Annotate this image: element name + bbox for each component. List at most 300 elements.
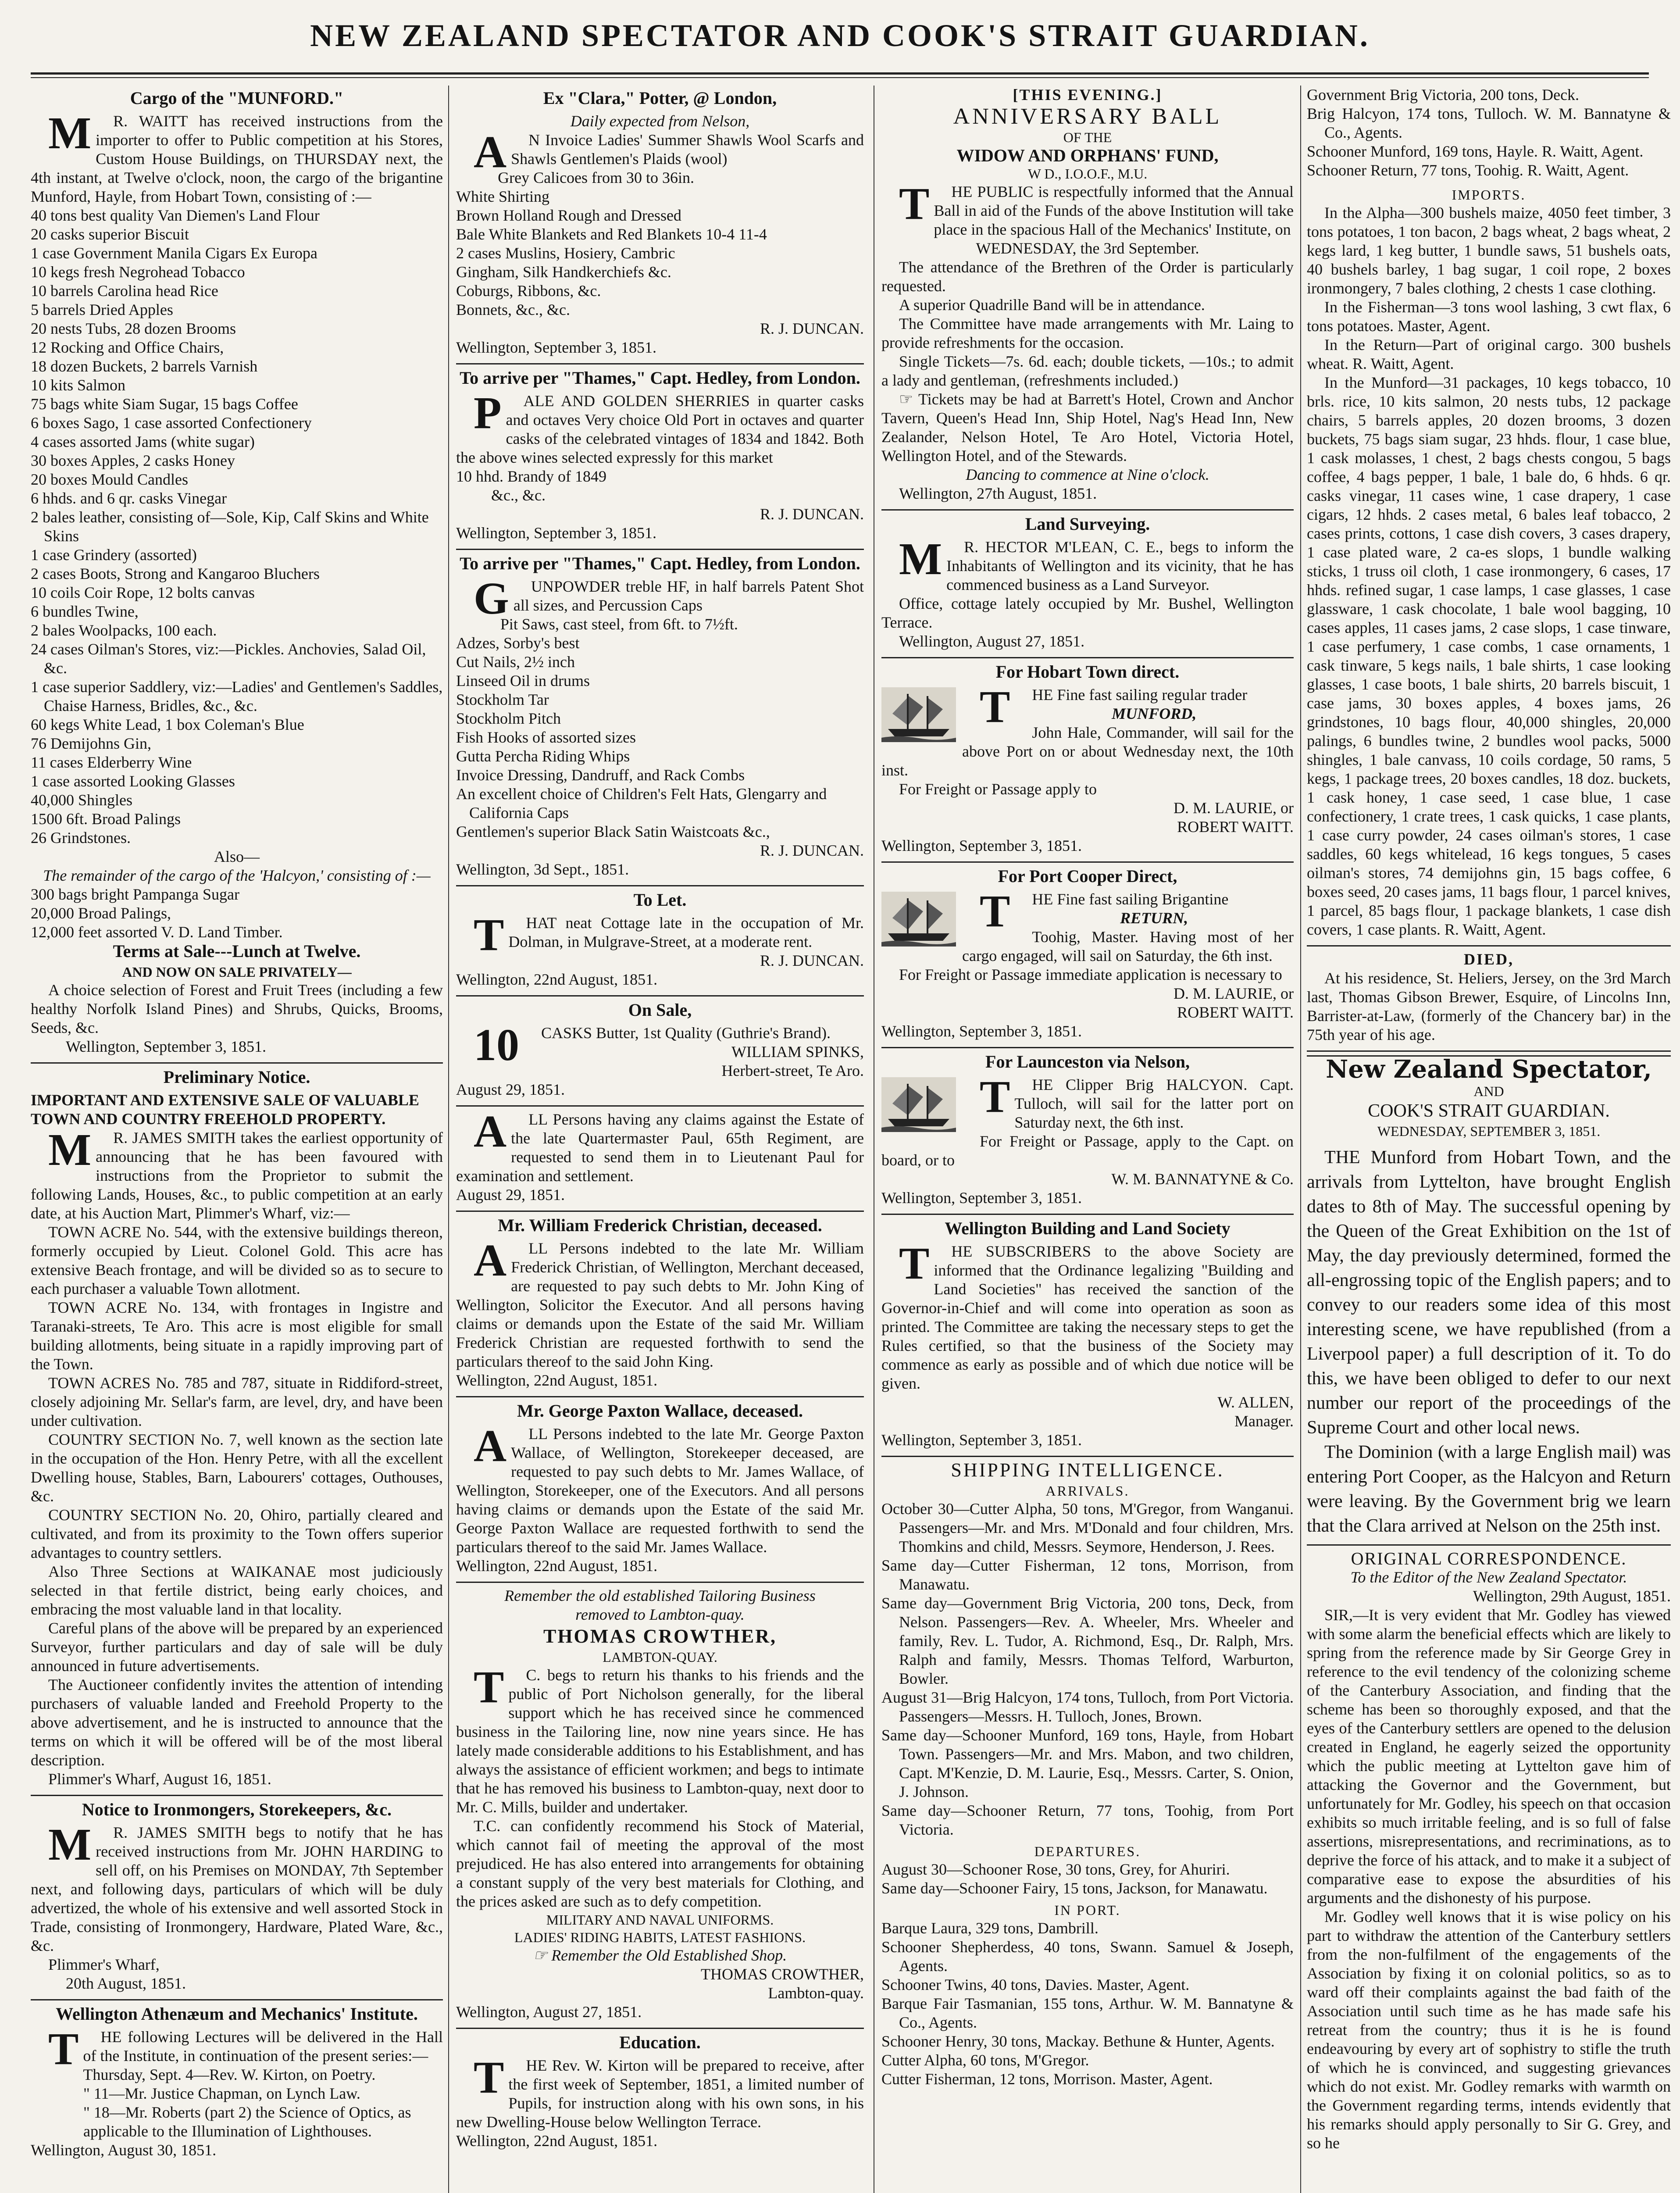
ironmongers-notice-ad xyxy=(31,1800,443,1993)
ad-heading: For Port Cooper Direct, xyxy=(998,866,1177,886)
ad-body: G UNPOWDER treble HF, in half barrels Patent Shot all sizes, and Percussion Caps xyxy=(456,577,864,615)
ad-heading: To Let. xyxy=(633,890,687,910)
sailing-ship-icon xyxy=(881,892,956,946)
list-item: 12,000 feet assorted V. D. Land Timber. xyxy=(31,923,283,941)
ad-body: T HE Clipper Brig HALCYON. Capt. Tulloch, will sail for the latter port on Saturday next, the 6th inst. xyxy=(881,1075,1294,1132)
ad-body: P ALE AND GOLDEN SHERRIES in quarter casks and octaves Very choice Old Port in octaves and quarter casks of the celebrated vintages of 1834 and 1842. Both the above wines selected expressly for this market xyxy=(456,388,864,466)
list-item: 6 hhds. and 6 qr. casks Vinegar xyxy=(31,489,227,507)
divider xyxy=(1307,1544,1671,1546)
divider xyxy=(31,1795,443,1796)
cargo-list xyxy=(31,885,443,942)
list-item: 24 cases Oilman's Stores, viz:—Pickles. Anchovies, Salad Oil, &c. xyxy=(31,640,426,677)
list-item: Adzes, Sorby's best xyxy=(456,634,580,652)
list-item: Invoice Dressing, Dandruff, and Rack Combs xyxy=(456,766,745,784)
ad-line: OF THE xyxy=(1063,129,1112,145)
list-item: 1 case superior Saddlery, viz:—Ladies' and Gentlemen's Saddles, Chaise Harness, Bridles, &c., &c. xyxy=(31,678,443,714)
ad-paragraph: John Hale, Commander, will sail for the above Port on or about Wednesday next, the 10th inst. xyxy=(881,724,1294,779)
ad-paragraph: Toohig, Master. Having most of her cargo engaged, will sail on Saturday, the 6th inst. xyxy=(962,928,1294,964)
ad-date: Wellington, September 3, 1851. xyxy=(456,339,657,356)
also-label: Also— xyxy=(214,848,260,865)
ad-signature: Plimmer's Wharf, xyxy=(48,1956,160,1973)
list-item: Pit Saws, cast steel, from 6ft. to 7½ft. xyxy=(500,615,738,633)
ad-paragraph: Careful plans of the above will be prepared by an experienced Surveyor, further particulars and day of sale will be duly announced in future advertisements. xyxy=(31,1619,443,1675)
list-item: Brig Halcyon, 174 tons, Tulloch. W. M. Bannatyne & Co., Agents. xyxy=(1307,105,1671,141)
column-2 xyxy=(456,86,864,2193)
list-item: Linseed Oil in drums xyxy=(456,672,590,689)
list-item: Stockholm Pitch xyxy=(456,710,561,727)
ad-heading: Ex "Clara," Potter, @ London, xyxy=(543,88,777,108)
list-item: 10 coils Coir Rope, 12 bolts canvas xyxy=(31,584,255,601)
ad-paragraph: COUNTRY SECTION No. 7, well known as the section late in the occupation of the Hon. Henry Petre, with all the excellent Dwelling house, Stables, Barn, Labourers' cottages, Outhouses, &c. xyxy=(31,1431,443,1505)
ad-body: T HE Rev. W. Kirton will be prepared to receive, after the first week of September, 1851, a limited number of Pupils, for instruction along with his own sons, in his new Dwelling-House below Wellington Terrace. xyxy=(456,2052,864,2131)
ad-body: M R. HECTOR M'LEAN, C. E., begs to inform the Inhabitants of Wellington and its vicinity, that he has commenced business as a Land Surveyor. xyxy=(881,538,1294,594)
drop-cap: A xyxy=(474,127,507,177)
drop-cap: T xyxy=(899,179,930,229)
ad-subheading: IMPORTANT AND EXTENSIVE SALE OF VALUABLE TOWN AND COUNTRY FREEHOLD PROPERTY. xyxy=(31,1091,419,1128)
editorial-date: WEDNESDAY, SEPTEMBER 3, 1851. xyxy=(1377,1123,1601,1139)
in-port-list xyxy=(881,1919,1294,2089)
list-item: 1 case Government Manila Cigars Ex Europa xyxy=(31,244,317,262)
editorial-title: New Zealand Spectator, xyxy=(1326,1055,1652,1084)
ad-signature: R. J. DUNCAN. xyxy=(760,842,864,859)
preliminary-notice-ad xyxy=(31,1067,443,1789)
lecture-item: " 11—Mr. Justice Chapman, on Lynch Law. xyxy=(83,2085,360,2102)
ad-signature: R. J. DUNCAN. xyxy=(760,952,864,969)
divider xyxy=(881,1456,1294,1457)
section-heading: ORIGINAL CORRESPONDENCE. xyxy=(1351,1549,1627,1568)
ad-date: Wellington, September 3, 1851. xyxy=(881,837,1082,854)
subsection-heading: ARRIVALS. xyxy=(1045,1483,1130,1499)
list-item: Same day—Cutter Fisherman, 12 tons, Morrison, from Manawatu. xyxy=(881,1557,1294,1593)
list-item: 18 dozen Buckets, 2 barrels Varnish xyxy=(31,357,258,375)
divider xyxy=(881,1047,1294,1048)
ad-date: Wellington, 22nd August, 1851. xyxy=(456,2132,658,2150)
anniversary-ball-ad xyxy=(881,86,1294,503)
ad-heading: Wellington Building and Land Society xyxy=(945,1218,1231,1238)
column-3 xyxy=(881,86,1294,2193)
ad-heading: To arrive per "Thames," Capt. Hedley, from London. xyxy=(460,368,860,388)
list-item: White Shirting xyxy=(456,188,549,205)
imports-section xyxy=(1307,186,1671,939)
ad-body: T HE SUBSCRIBERS to the above Society are informed that the Ordinance legalizing "Building and Land Societies" has received the sanction of the Governor-in-Chief and will come into operation as soon as printed. The Committee are taking the necessary steps to get the Rules certified, so that the business of the Society may commence as early as possible and of which due notice will be given. xyxy=(881,1238,1294,1392)
lecture-item: Thursday, Sept. 4—Rev. W. Kirton, on Poetry. xyxy=(83,2066,376,2083)
masthead-rule xyxy=(31,72,1649,75)
editorial-paragraph: The Dominion (with a large English mail) was entering Port Cooper, as the Halcyon and Return were leaving. By the Government brig we learn that the Clara arrived at Nelson on the 25th inst. xyxy=(1307,1442,1671,1536)
divider xyxy=(1307,1050,1671,1052)
ad-paragraph: For Freight or Passage immediate application is necessary to xyxy=(899,966,1282,983)
clara-ad xyxy=(456,88,864,357)
ad-signature: Lambton-quay. xyxy=(768,1984,864,2002)
education-ad xyxy=(456,2032,864,2150)
ad-signature: Manager. xyxy=(1234,1412,1294,1430)
ad-paragraph: TOWN ACRES No. 785 and 787, situate in Riddiford-street, closely adjoining Mr. Sellar's farm, are level, dry, and have been under cultivation. xyxy=(31,1374,443,1429)
section-heading: SHIPPING INTELLIGENCE. xyxy=(951,1459,1224,1481)
sailing-ship-icon xyxy=(881,687,956,742)
divider xyxy=(881,1214,1294,1215)
wallace-estate-ad xyxy=(456,1401,864,1575)
drop-cap: 10 xyxy=(474,1020,519,1070)
ad-paragraph: T.C. can confidently recommend his Stock of Material, which cannot fail of meeting the approval of the most prejudiced. He has also entered into arrangements for obtaining a constant supply of the very best materials for Clothing, and the prices asked are such as to defy competition. xyxy=(456,1817,864,1910)
list-item: August 30—Schooner Rose, 30 tons, Grey, for Ahuriri. xyxy=(881,1861,1230,1878)
list-item: 2 cases Boots, Strong and Kangaroo Bluchers xyxy=(31,565,320,582)
ad-heading: ANNIVERSARY BALL xyxy=(953,104,1222,129)
ad-heading: Wellington Athenæum and Mechanics' Institute. xyxy=(56,2004,418,2024)
list-item: 1 case Grindery (assorted) xyxy=(31,546,197,564)
masthead-title: NEW ZEALAND SPECTATOR AND COOK'S STRAIT GUARDIAN. xyxy=(310,18,1370,53)
subsection-heading: DEPARTURES. xyxy=(1034,1843,1141,1859)
ad-paragraph: The Auctioneer confidently invites the attention of intending purchasers of valuable landed and Freehold Property to the above advertisement, and he is instructed to announce that the terms on which it will be offered will be of the most liberal description. xyxy=(31,1676,443,1769)
ad-paragraph: The attendance of the Brethren of the Order is particularly requested. xyxy=(881,258,1294,295)
ad-signature: ROBERT WAITT. xyxy=(1177,818,1294,836)
ad-date: Wellington, 22nd August, 1851. xyxy=(456,1372,658,1389)
ad-subheading: LAMBTON-QUAY. xyxy=(603,1649,717,1665)
list-item: Stockholm Tar xyxy=(456,691,549,708)
list-item: 30 boxes Apples, 2 casks Honey xyxy=(31,452,235,469)
goods-list xyxy=(456,615,864,841)
goods-list xyxy=(456,168,864,319)
divider xyxy=(456,1582,864,1583)
list-item: 5 barrels Dried Apples xyxy=(31,301,173,318)
drop-cap: T xyxy=(474,1662,504,1712)
ad-paragraph: The Committee have made arrangements with Mr. Laing to provide refreshments for the occasion. xyxy=(881,315,1294,351)
letter-date: Wellington, 29th August, 1851. xyxy=(1473,1587,1671,1605)
drop-cap: A xyxy=(474,1235,507,1286)
launceston-sailing-ad xyxy=(881,1052,1294,1207)
list-item: Government Brig Victoria, 200 tons, Deck. xyxy=(1307,86,1580,104)
ad-signature: W. ALLEN, xyxy=(1217,1393,1294,1411)
ad-signature: Herbert-street, Te Aro. xyxy=(721,1062,864,1079)
ad-date: Wellington, September 3, 1851. xyxy=(66,1038,267,1055)
ad-date: Wellington, September 3, 1851. xyxy=(881,1189,1082,1207)
drop-cap: T xyxy=(48,2024,79,2074)
ad-date: Wellington, 3d Sept., 1851. xyxy=(456,861,629,878)
butter-sale-ad xyxy=(456,1000,864,1099)
munford-cargo-ad xyxy=(31,88,443,1056)
column-1 xyxy=(31,86,443,2193)
list-item: An excellent choice of Children's Felt Hats, Glengarry and California Caps xyxy=(456,785,827,821)
subsection-heading: IN PORT. xyxy=(1054,1902,1121,1918)
divider xyxy=(456,885,864,886)
ad-line: &c., &c. xyxy=(491,486,546,504)
ad-subheading: Daily expected from Nelson, xyxy=(570,112,750,130)
ad-line: LADIES' RIDING HABITS, LATEST FASHIONS. xyxy=(514,1929,806,1945)
list-item: 6 boxes Sago, 1 case assorted Confectionery xyxy=(31,414,312,432)
ad-tagline: removed to Lambton-quay. xyxy=(575,1606,745,1623)
divider xyxy=(456,549,864,550)
drop-cap: P xyxy=(474,388,502,438)
divider xyxy=(456,1211,864,1212)
ad-body: A LL Persons indebted to the late Mr. George Paxton Wallace, of Wellington, Storekeeper deceased, are requested to pay such debts to Mr. James Wallace, of Wellington, Storekeeper, one of the Executors. And all persons having claims or demands upon the Estate of the said Mr. George Paxton Wallace are requested forthwith to send the particulars thereof to the said Mr. James Wallace. xyxy=(456,1421,864,1556)
ad-heading: Preliminary Notice. xyxy=(163,1067,310,1087)
list-item: Cut Nails, 2½ inch xyxy=(456,653,575,671)
pointing-hand-icon: ☞ xyxy=(899,390,919,408)
divider xyxy=(456,363,864,364)
ad-signature: R. J. DUNCAN. xyxy=(760,505,864,523)
editorial-and: AND xyxy=(1473,1083,1504,1099)
ad-date: August 29, 1851. xyxy=(456,1186,565,1204)
list-item: 2 cases Muslins, Hosiery, Cambric xyxy=(456,244,675,262)
ad-body: T HAT neat Cottage late in the occupation of Mr. Dolman, in Mulgrave-Street, at a moderate rent. xyxy=(456,914,864,951)
drop-cap: T xyxy=(980,682,1010,732)
pointing-hand-icon: ☞ xyxy=(533,1947,552,1964)
ad-paragraph: COUNTRY SECTION No. 20, Ohiro, partially cleared and cultivated, and from its proximity to the Town offers superior advantages to country settlers. xyxy=(31,1506,443,1561)
hobart-sailing-ad xyxy=(881,662,1294,855)
drop-cap: G xyxy=(474,573,509,624)
list-item: 10 kegs fresh Negrohead Tobacco xyxy=(31,263,245,281)
ad-heading: Education. xyxy=(619,2032,701,2052)
gunpowder-ad xyxy=(456,554,864,879)
list-item: October 30—Cutter Alpha, 50 tons, M'Gregor, from Wanganui. Passengers—Mr. and Mrs. M'Donald and four children, Mrs. Thomkins and child, Messrs. Seymore, Henderson, J. Rees. xyxy=(881,1500,1294,1555)
divider xyxy=(1307,945,1671,946)
drop-cap: T xyxy=(474,2052,504,2103)
ad-paragraph: TOWN ACRE No. 544, with the extensive buildings thereon, formerly occupied by Lieut. Colonel Gold. This acre has extensive Beach frontage, and will be divided so as to secure to each purchaser a valuable Town allotment. xyxy=(31,1223,443,1297)
list-item: Schooner Shepherdess, 40 tons, Swann. Samuel & Joseph, Agents. xyxy=(881,1938,1294,1975)
list-item: 1 case assorted Looking Glasses xyxy=(31,772,235,790)
list-item: Cutter Fisherman, 12 tons, Morrison. Master, Agent. xyxy=(881,2070,1213,2088)
list-item: Brown Holland Rough and Dressed xyxy=(456,207,681,224)
list-item: Same day—Schooner Return, 77 tons, Toohig, from Port Victoria. xyxy=(881,1802,1294,1838)
drop-cap: T xyxy=(899,1238,930,1289)
list-item: 75 bags white Siam Sugar, 15 bags Coffee xyxy=(31,395,298,413)
ad-body: M R. JAMES SMITH takes the earliest opportunity of announcing that he has been favoured with instructions from the Proprietor to submit the following Lands, Houses, &c., to public competition at an early date, at his Auction Mart, Plimmer's Wharf, viz:— xyxy=(31,1125,443,1222)
ad-heading: Mr. William Frederick Christian, deceased. xyxy=(498,1215,822,1235)
ad-heading: On Sale, xyxy=(628,1000,692,1020)
list-item: 11 cases Elderberry Wine xyxy=(31,754,192,771)
shipping-intelligence xyxy=(881,1461,1294,2089)
cargo-list xyxy=(31,206,443,847)
ad-date: Plimmer's Wharf, August 16, 1851. xyxy=(48,1770,271,1788)
crowther-tailor-ad xyxy=(456,1586,864,2022)
list-item: In the Return—Part of original cargo. 300 bushels wheat. R. Waitt, Agent. xyxy=(1307,336,1671,372)
ad-paragraph: TOWN ACRE No. 134, with frontages in Ingistre and Taranaki-streets, Te Aro. This acre is most eligible for small building allotments, being situate in a rapidly improving part of the Town. xyxy=(31,1299,443,1373)
ad-date: Wellington, August 30, 1851. xyxy=(31,2141,217,2159)
list-item: 2 bales Woolpacks, 100 each. xyxy=(31,621,217,639)
divider xyxy=(456,2028,864,2029)
to-let-ad xyxy=(456,890,864,989)
land-surveying-ad xyxy=(881,514,1294,651)
ad-signature: WILLIAM SPINKS, xyxy=(731,1043,864,1061)
divider xyxy=(456,1396,864,1397)
list-item: Gingham, Silk Handkerchiefs &c. xyxy=(456,263,671,281)
list-item: 10 kits Salmon xyxy=(31,376,126,394)
sherries-ad xyxy=(456,368,864,543)
ad-signature: ROBERT WAITT. xyxy=(1177,1004,1294,1021)
list-item: Fish Hooks of assorted sizes xyxy=(456,729,636,746)
divider xyxy=(881,657,1294,658)
divider xyxy=(31,1062,443,1064)
list-item: In the Alpha—300 bushels maize, 4050 feet timber, 3 tons potatoes, 1 ton bacon, 2 bags wheat, 2 bags wheat, 2 kegs lard, 1 keg butter, 1 bundle saws, 51 bushels oats, 40 bushels barley, 1 bag sugar, 1 coil rope, 2 boxes ironmongery, 7 bales clothing, 2 chests 1 case clothing. xyxy=(1307,204,1671,297)
editorial-section xyxy=(1307,1055,1671,1538)
list-item: Same day—Government Brig Victoria, 200 tons, Deck, from Nelson. Passengers—Rev. A. Wheeler, Mrs. Wheeler and family, Rev. L. Tudor, A. Richmond, Esq., Dr. Ralph, Mrs. Ralph and family, Messrs. Thomas Telford, Warburton, Bowler. xyxy=(881,1594,1294,1687)
ad-line: MILITARY AND NAVAL UNIFORMS. xyxy=(546,1912,774,1928)
list-item: Gentlemen's superior Black Satin Waistcoats &c., xyxy=(456,823,770,840)
editorial-subtitle: COOK'S STRAIT GUARDIAN. xyxy=(1368,1101,1610,1121)
list-item: 1500 6ft. Broad Palings xyxy=(31,810,181,828)
ad-body: T HE Fine fast sailing regular trader xyxy=(881,686,1294,704)
ad-heading: Land Surveying. xyxy=(1025,514,1150,534)
notice-body: At his residence, St. Heliers, Jersey, on the 3rd March last, Thomas Gibson Brewer, Esquire, of Lincolns Inn, Barrister-at-Law, (formerly of the Chancery bar) in the 75th year of his age. xyxy=(1307,969,1671,1043)
list-item: 10 barrels Carolina head Rice xyxy=(31,282,218,300)
ad-date: Wellington, 22nd August, 1851. xyxy=(456,971,658,988)
in-port-continued xyxy=(1307,86,1671,180)
drop-cap: T xyxy=(980,1071,1010,1122)
port-cooper-sailing-ad xyxy=(881,866,1294,1041)
christian-estate-ad xyxy=(456,1215,864,1390)
column-divider xyxy=(448,86,449,2193)
column-divider xyxy=(1300,86,1301,2193)
departures-list xyxy=(881,1860,1294,1898)
list-item: 20 nests Tubs, 28 dozen Brooms xyxy=(31,320,236,337)
ad-heading: For Hobart Town direct. xyxy=(995,662,1180,682)
list-item: Same day—Schooner Munford, 169 tons, Hayle, from Hobart Town. Passengers—Mr. and Mrs. Mabon, and two children, Capt. M'Kenzie, D. M. Laurie, Esq., Messrs. Carter, S. Onion, J. Johnson. xyxy=(881,1726,1294,1800)
list-item: 4 cases assorted Jams (white sugar) xyxy=(31,433,255,450)
drop-cap: M xyxy=(48,1819,92,1870)
death-notice xyxy=(1307,950,1671,1044)
ad-date: August 29, 1851. xyxy=(456,1081,565,1098)
drop-cap: M xyxy=(48,1125,92,1175)
ad-paragraph: Single Tickets—7s. 6d. each; double tickets, —10s.; to admit a lady and gentleman, (refreshments included.) xyxy=(881,353,1294,389)
ad-heading: Notice to Ironmongers, Storekeepers, &c. xyxy=(82,1800,392,1819)
drop-cap: M xyxy=(899,534,942,584)
divider xyxy=(881,861,1294,863)
terms-line: Terms at Sale---Lunch at Twelve. xyxy=(113,941,361,961)
letter-paragraph: Mr. Godley well knows that it is wise policy on his part to withdraw the attention of the Canterbury settlers from the non-fulfilment of the engagements of the Association by fixing it on colonial politics, so as to ward off their complaints against the bad faith of the Association until such time as he has made safe his retreat from the country; thus it is he is found endeavouring by every art of sophistry to stifle the truth of which he is convinced, and suggesting grievances which do not exist. Mr. Godley remarks with warmth on the Government regarding terms, intends evidently that his remarks should apply personally to Sir G. Grey, and so he xyxy=(1307,1908,1671,2152)
list-item: 60 kegs White Lead, 1 box Coleman's Blue xyxy=(31,716,304,733)
list-item: Schooner Munford, 169 tons, Hayle. R. Waitt, Agent. xyxy=(1307,143,1644,160)
ad-line: 10 hhd. Brandy of 1849 xyxy=(456,468,606,485)
list-item: 26 Grindstones. xyxy=(31,829,131,846)
ship-name: RETURN, xyxy=(1120,909,1188,927)
ad-signature: D. M. LAURIE, or xyxy=(1174,985,1294,1002)
ad-paragraph: A superior Quadrille Band will be in attendance. xyxy=(899,296,1205,314)
list-item: Same day—Schooner Fairy, 15 tons, Jackson, for Manawatu. xyxy=(881,1879,1268,1897)
ad-heading: For Launceston via Nelson, xyxy=(985,1052,1190,1071)
list-item: 76 Demijohns Gin, xyxy=(31,735,151,752)
divider xyxy=(881,509,1294,511)
list-item: 2 bales leather, consisting of—Sole, Kip, Calf Skins and White Skins xyxy=(31,508,429,545)
ad-line: WEDNESDAY, the 3rd September. xyxy=(976,239,1199,257)
ad-heading: To arrive per "Thames," Capt. Hedley, from London. xyxy=(460,554,860,573)
halcyon-heading: The remainder of the cargo of the 'Halcyon,' consisting of :— xyxy=(43,867,431,884)
column-4 xyxy=(1307,86,1671,2193)
list-item: Schooner Henry, 30 tons, Mackay. Bethune & Hunter, Agents. xyxy=(881,2032,1275,2050)
arrivals-list xyxy=(881,1500,1294,1839)
drop-cap: M xyxy=(48,108,92,158)
ad-heading: Mr. George Paxton Wallace, deceased. xyxy=(517,1401,803,1421)
ad-date: Wellington, 27th August, 1851. xyxy=(899,485,1097,502)
ad-line: ☞ Remember the Old Established Shop. xyxy=(533,1947,787,1964)
list-item: Barque Fair Tasmanian, 155 tons, Arthur. W. M. Bannatyne & Co., Agents. xyxy=(881,1995,1294,2031)
ad-paragraph: ☞ Tickets may be had at Barrett's Hotel, Crown and Anchor Tavern, Queen's Head Inn, Ship Hotel, Nag's Head Inn, New Zealander, Nelson Hotel, Te Aro Hotel, Victoria Hotel, Wellington Hotel, and of the Stewards. xyxy=(881,390,1294,464)
list-item: Coburgs, Ribbons, &c. xyxy=(456,282,601,300)
ad-body: A LL Persons having any claims against the Estate of the late Quartermaster Paul, 65th Regiment, are requested to send them in to Lieutenant Paul for examination and settlement. xyxy=(456,1106,864,1185)
building-society-ad xyxy=(881,1218,1294,1450)
ad-paragraph: For Freight or Passage, apply to the Capt. on board, or to xyxy=(881,1132,1294,1169)
editorial-paragraph: THE Munford from Hobart Town, and the arrivals from Lyttelton, have brought English dates to 8th of May. The successful opening by the Queen of the Great Exhibition on the 1st of May, the day previously determined, formed the all-engrossing topic of the English papers; and to convey to our readers some idea of this most interesting scene, we have republished (from a Liverpool paper) a full description of it. To do this, we have been obliged to defer to our next number our report of the proceedings of the Supreme Court and other local news. xyxy=(1307,1147,1671,1438)
list-item: 300 bags bright Pampanga Sugar xyxy=(31,886,239,903)
list-item: Cutter Alpha, 60 tons, M'Gregor. xyxy=(881,2051,1089,2069)
ad-tagline: Remember the old established Tailoring Business xyxy=(504,1587,816,1604)
ad-subheading: WIDOW AND ORPHANS' FUND, xyxy=(956,146,1219,165)
list-item: Bonnets, &c., &c. xyxy=(456,301,570,318)
athenaeum-ad xyxy=(31,2004,443,2160)
lecture-item: " 18—Mr. Roberts (part 2) the Science of Optics, as applicable to the Illumination of Lighthouses. xyxy=(83,2104,411,2140)
ad-body: T HE PUBLIC is respectfully informed that the Annual Ball in aid of the Funds of the above Institution will take place in the spacious Hall of the Mechanics' Institute, on xyxy=(881,182,1294,239)
sailing-ship-icon xyxy=(881,1077,956,1132)
ad-body: T HE following Lectures will be delivered in the Hall of the Institute, in continuation of the present series:— xyxy=(31,2028,443,2065)
list-item: Schooner Twins, 40 tons, Davies. Master, Agent. xyxy=(881,1976,1190,1993)
masthead-rule-thin xyxy=(31,77,1649,78)
ad-date: Wellington, September 3, 1851. xyxy=(881,1022,1082,1040)
drop-cap: T xyxy=(980,886,1010,936)
ad-body: A N Invoice Ladies' Summer Shawls Wool Scarfs and Shawls Gentlemen's Plaids (wool) xyxy=(456,131,864,168)
divider xyxy=(456,995,864,996)
in-port-list xyxy=(1307,86,1671,180)
list-item: Bale White Blankets and Red Blankets 10-4 11-4 xyxy=(456,225,767,243)
list-item: 20 boxes Mould Candles xyxy=(31,471,188,488)
ad-body: 10 CASKS Butter, 1st Quality (Guthrie's Brand). xyxy=(456,1024,864,1043)
list-item: Schooner Return, 77 tons, Toohig. R. Waitt, Agent. xyxy=(1307,161,1629,179)
list-item: August 31—Brig Halcyon, 174 tons, Tulloch, from Port Victoria. Passengers—Messrs. H. Tulloch, Jones, Brown. xyxy=(881,1689,1294,1725)
list-item: In the Fisherman—3 tons wool lashing, 3 cwt flax, 6 tons potatoes. Master, Agent. xyxy=(1307,298,1671,335)
ad-date: Wellington, September 3, 1851. xyxy=(456,524,657,542)
ad-body: M R. JAMES SMITH begs to notify that he has received instructions from Mr. JOHN HARDING to sell off, on his Premises on MONDAY, 7th September next, and following days, particulars of which will be duly advertized, the whole of his extensive and well assorted Stock in Trade, consisting of Ironmongery, Hardware, Plated Ware, &c., &c. xyxy=(31,1819,443,1954)
list-item: 6 bundles Twine, xyxy=(31,603,139,620)
list-item: 40,000 Shingles xyxy=(31,791,133,809)
private-sale-body: A choice selection of Forest and Fruit Trees (including a few healthy Norfolk Island Pines) and Shrubs, Quicks, Brooms, Seeds, &c. xyxy=(31,981,443,1036)
section-heading: DIED, xyxy=(1463,950,1514,968)
ad-paragraph: For Freight or Passage apply to xyxy=(899,780,1097,798)
list-item: 20,000 Broad Palings, xyxy=(31,904,171,922)
list-item: Gutta Percha Riding Whips xyxy=(456,747,630,765)
ad-heading: Cargo of the "MUNFORD." xyxy=(130,88,344,108)
ad-body: T C. begs to return his thanks to his friends and the public of Port Nicholson generally, for the liberal support which he has received since he commenced business in the Tailoring line, now nine years since. He has lately made considerable additions to his Establishment, and has always the assistance of efficient workmen; and begs to intimate that he has removed his business to Lambton-quay, next door to Mr. C. Mills, builder and undertaker. xyxy=(456,1662,864,1816)
ad-date: 20th August, 1851. xyxy=(66,1975,186,1992)
drop-cap: T xyxy=(474,910,504,960)
ad-signature: THOMAS CROWTHER, xyxy=(700,1965,864,1983)
ad-signature: D. M. LAURIE, or xyxy=(1174,799,1294,817)
private-sale-heading: AND NOW ON SALE PRIVATELY— xyxy=(122,964,352,980)
letter-addressee: To the Editor of the New Zealand Spectator. xyxy=(1350,1568,1627,1586)
ad-signature: R. J. DUNCAN. xyxy=(760,320,864,337)
list-item: Grey Calicoes from 30 to 36in. xyxy=(498,169,695,186)
ad-body: M R. WAITT has received instructions from the importer to offer to Public competition at his Stores, Custom House Buildings, on THURSDAY next, the 4th instant, at Twelve o'clock, noon, the cargo of the brigantine Munford, Hayle, from Hobart Town, consisting of :— xyxy=(31,108,443,205)
divider xyxy=(31,1999,443,2000)
list-item: 20 casks superior Biscuit xyxy=(31,225,189,243)
ad-date: Wellington, August 27, 1851. xyxy=(456,2003,642,2021)
ad-line: W D., I.O.O.F., M.U. xyxy=(1027,166,1148,182)
ad-tagline: [THIS EVENING.] xyxy=(1013,86,1163,104)
list-item: In the Munford—31 packages, 10 kegs tobacco, 10 brls. rice, 10 kits salmon, 20 nests tubs, 12 package chairs, 5 barrels apples, 20 dozen brooms, 3 dozen buckets, 75 bags siam sugar, 23 hhds. flour, 1 case blue, 1 cask molasses, 1 chest, 2 bags chests congou, 5 bags coffee, 4 bags pepper, 1 bale, 1 bale do, 6 hhds. 6 qr. casks vinegar, 11 cases wine, 1 case drapery, 1 case cigars, 12 hhds. 2 cases metal, 6 bales leaf tobacco, 2 cases prints, cottons, 1 case dish covers, 3 cases drapery, 1 case plated ware, 2 ca-es slops, 1 bundle walking sticks, 1 truss oil cloth, 1 case ironmongery, 6 cases, 17 hhds. refined sugar, 1 case lamps, 1 case glasses, 1 case glassware, 1 cask chocolate, 1 bale wool bagging, 10 cases apples, 11 cases jams, 2 case slops, 1 case tinware, 1 case perfumery, 1 case combs, 1 case ornaments, 1 cask tinware, 5 kegs nails, 1 bale shirts, 1 case looking glasses, 1 case boots, 1 bale shirts, 20 barrels biscuit, 1 case jams, 30 boxes apples, 4 boxes jams, 26 grindstones, 10 bags flour, 40,000 shingles, 20,000 palings, 6 bundles twine, 2 bundles wool packs, 5000 shingles, 1 bale canvass, 10 coils cordage, 50 rams, 5 kegs, 1 package trees, 20 boxes candles, 18 doz. buckets, 1 cask honey, 1 case seed, 1 case blue, 1 case confectionery, 1 crate trees, 1 cask quicks, 1 case plants, 1 case curry powder, 24 cases oilman's stores, 1 case saddles, 60 kegs whitelead, 16 kegs tongues, 5 cases oilman's stores, 74 demijohns gin, 15 bags coffee, 6 boxes seed, 20 cases jams, 11 bags flour, 1 parcel knives, 1 parcel, 85 bags flour, 1 package blankets, 1 case dish covers, 1 case plants. R. Waitt, Agent. xyxy=(1307,374,1671,938)
drop-cap: A xyxy=(474,1106,507,1157)
list-item: 40 tons best quality Van Diemen's Land Flour xyxy=(31,207,320,224)
list-item: Barque Laura, 329 tons, Dambrill. xyxy=(881,1919,1099,1937)
list-item: 12 Rocking and Office Chairs, xyxy=(31,339,224,356)
divider xyxy=(456,1105,864,1107)
ad-heading: THOMAS CROWTHER, xyxy=(543,1625,777,1647)
paul-estate-ad xyxy=(456,1106,864,1204)
letter-paragraph: SIR,—It is very evident that Mr. Godley has viewed with some alarm the beneficial effects which are likely to spring from the reference made by Sir George Grey in reference to the evil tendency of the colonizing scheme of the Canterbury Association, and finding that the scheme has been so thoroughly exposed, and that the eyes of the Canterbury settlers are opened to the delusion created in England, he eagerly seized the opportunity which the public meeting at Lyttelton gave him of attacking the Governor and the Government, but unfortunately for Mr. Godley, his speech on that occasion exhibits so much irritable feeling, and is so full of false assertions, misrepresentations, and recriminations, as to deprive the force of his attack, and to make it a subject of comparative ease to expose the absurdities of his arguments and the dishonesty of his purpose. xyxy=(1307,1606,1671,1907)
ad-paragraph: Also Three Sections at WAIKANAE most judiciously selected in that fertile district, being early choices, and embracing the most valuable land in that locality. xyxy=(31,1563,443,1618)
correspondence-section xyxy=(1307,1549,1671,2153)
imports-list xyxy=(1307,204,1671,939)
ad-paragraph: Office, cottage lately occupied by Mr. Bushel, Wellington Terrace. xyxy=(881,595,1294,631)
ship-name: MUNFORD, xyxy=(1112,705,1197,722)
ad-signature: W. M. BANNATYNE & Co. xyxy=(1111,1170,1294,1188)
subsection-heading: IMPORTS. xyxy=(1452,187,1526,203)
drop-cap: A xyxy=(474,1421,507,1471)
ad-date: Wellington, August 27, 1851. xyxy=(899,632,1085,650)
